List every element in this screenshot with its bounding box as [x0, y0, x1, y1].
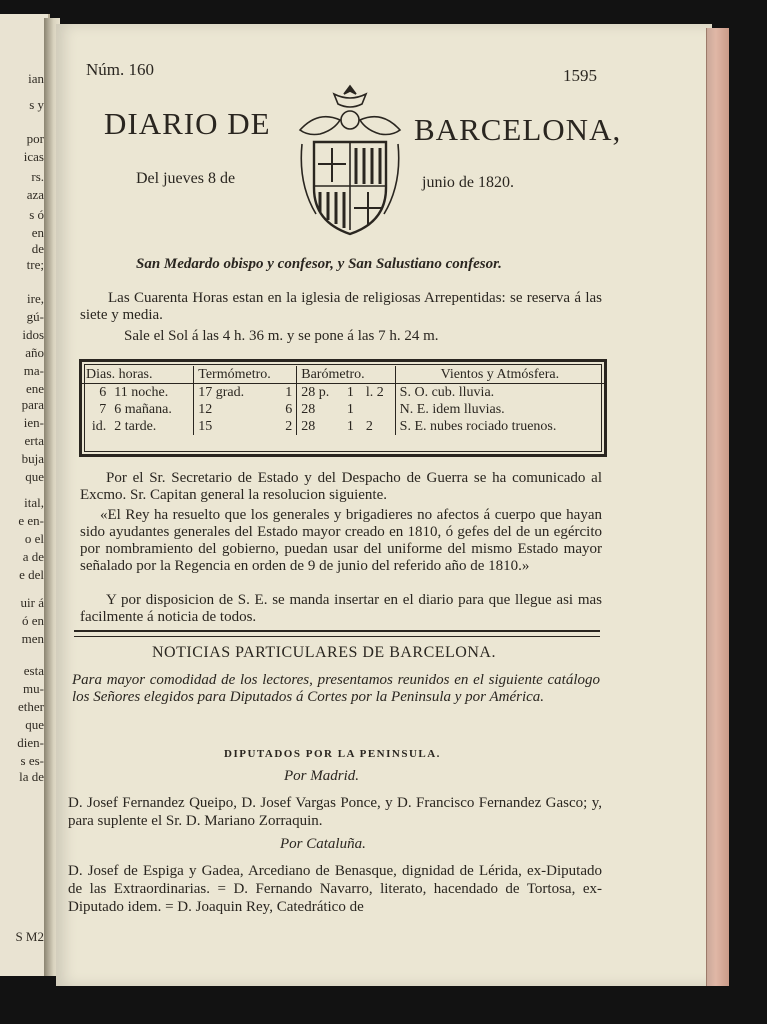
thermo-cell: 12	[194, 401, 274, 418]
baro-b-cell	[362, 401, 395, 418]
baro-cell: 28	[297, 418, 343, 435]
left-page-fragment: ire,	[27, 291, 44, 306]
left-page-fragment: ian	[28, 71, 44, 86]
left-page-fragment: e del	[19, 567, 44, 582]
left-page-fragment: erta	[24, 433, 44, 448]
wind-cell: S. E. nubes rociado truenos.	[395, 418, 604, 435]
coat-of-arms-emblem	[294, 82, 406, 244]
header-termometro: Termómetro.	[194, 366, 297, 384]
thermo-frac-cell: 2	[285, 419, 293, 434]
madrid-deputies: D. Josef Fernandez Queipo, D. Josef Vargas Ponce, y D. Francisco Fernandez Gasco; y, para suplente el Sr. D. Mariano Zorraquin.	[68, 795, 602, 829]
left-page-fragment: que	[25, 469, 44, 484]
baro-cell: 28	[297, 401, 343, 418]
left-page-fragment: men	[21, 631, 44, 646]
baro-cell: 28 p.	[297, 384, 343, 402]
left-page-fragment: ien-	[23, 415, 44, 430]
section-divider	[74, 630, 600, 632]
thermo-cell: 15	[194, 418, 274, 435]
catalog-intro: Para mayor comodidad de los lectores, presentamos reunidos en el siguiente catálogo los Señores elegidos para Diputados á Cortes por la Peninsula y por América.	[72, 672, 600, 705]
baro-a-cell: 1	[346, 402, 354, 417]
weather-row	[82, 401, 604, 418]
left-page-fragment: ether	[18, 699, 44, 714]
section-title-noticias: NOTICIAS PARTICULARES DE BARCELONA.	[152, 644, 496, 661]
left-page-fragment: en	[31, 225, 44, 240]
masthead-title-left: DIARIO DE	[104, 106, 271, 141]
header-vientos: Vientos y Atmósfera.	[395, 366, 604, 384]
wind-cell: S. O. cub. lluvia.	[395, 384, 604, 402]
left-page-fragment: ma-	[23, 363, 44, 378]
left-facing-page	[0, 14, 50, 976]
left-page-fragment: aza	[26, 187, 44, 202]
left-page-fragment: para	[21, 397, 44, 412]
page-edge	[706, 28, 729, 986]
left-page-fragment: que	[25, 717, 44, 732]
header-barometro: Barómetro.	[297, 366, 395, 384]
left-page-fragment: año	[25, 345, 44, 360]
thermo-frac-cell: 6	[285, 402, 293, 417]
diputados-heading: DIPUTADOS POR LA PENINSULA.	[224, 748, 441, 760]
time-cell: 2 tarde.	[114, 419, 157, 434]
day-cell: 7	[99, 402, 107, 417]
left-page-fragment: dien-	[17, 735, 44, 750]
left-page-fragment: e en-	[18, 513, 44, 528]
left-page-fragment: S M2	[15, 929, 44, 944]
cataluna-deputies: D. Josef de Espiga y Gadea, Arcediano de Benasque, dignidad de Lérida, ex-Diputado de las Extraordinarias. = D. Fernando Navarro, literato, hacendado de Tortosa, ex-Diputado idem. = D. Joaquin Rey, Catedrático de	[68, 863, 602, 915]
left-page-fragment: ene	[25, 381, 44, 396]
date-right: junio de 1820.	[422, 174, 514, 191]
weather-row	[82, 384, 604, 402]
day-cell: 6	[99, 385, 107, 400]
left-page-fragment: la de	[19, 769, 44, 784]
left-page-fragment: icas	[23, 149, 44, 164]
left-page-fragment: idos	[22, 327, 44, 342]
cataluna-heading: Por Cataluña.	[280, 836, 366, 852]
left-page-fragment: o el	[24, 531, 44, 546]
time-cell: 6 mañana.	[114, 402, 172, 417]
article-paragraph-1: Por el Sr. Secretario de Estado y del Despacho de Guerra se ha comunicado al Excmo. Sr. Capitan general la resolucion siguiente.	[80, 470, 602, 503]
date-left: Del jueves 8 de	[136, 170, 236, 187]
article-paragraph-3: Y por disposicion de S. E. se manda insertar en el diario para que llegue asi mas facilmente á noticia de todos.	[80, 592, 602, 625]
left-page-fragment: uir á	[20, 595, 44, 610]
weather-row	[82, 418, 604, 435]
saints-of-the-day: San Medardo obispo y confesor, y San Salustiano confesor.	[136, 256, 502, 272]
page-number: 1595	[563, 66, 597, 85]
left-page-fragment: tre;	[26, 257, 44, 272]
notice-cuarenta-horas: Las Cuarenta Horas estan en la iglesia de religiosas Arrepentidas: se reserva á las siete y media.	[80, 290, 602, 323]
left-page-fragment: ó en	[21, 613, 44, 628]
thermo-cell: 17 grad.	[194, 384, 274, 402]
masthead-title-right: BARCELONA,	[414, 112, 622, 147]
left-page-fragment: por	[26, 131, 44, 146]
left-page-fragment: a de	[22, 549, 44, 564]
left-page-fragment: s es-	[20, 753, 44, 768]
article-paragraph-2: «El Rey ha resuelto que los generales y brigadieres no afectos á cuerpo que hayan sido ayudantes generales del Estado mayor creado en 1810, ó gefes del de un egército por nombramiento del gobierno, puedan usar del uniforme del mismo Estado mayor señalado por la Regencia en orden de 9 de junio del referido año de 1810.»	[80, 507, 602, 574]
section-divider-thin	[74, 636, 600, 637]
left-page-fragment: s ó	[29, 207, 44, 222]
left-page-fragment: ital,	[24, 495, 44, 510]
left-page-fragment: rs.	[31, 169, 44, 184]
madrid-heading: Por Madrid.	[284, 768, 359, 784]
left-page-fragment: mu-	[23, 681, 44, 696]
wind-cell: N. E. idem lluvias.	[395, 401, 604, 418]
left-page-fragment: buja	[21, 451, 44, 466]
left-page-fragment: gú-	[26, 309, 44, 324]
baro-b-cell: l. 2	[365, 385, 384, 400]
baro-a-cell: 1	[346, 419, 354, 434]
notice-sunrise-sunset: Sale el Sol á las 4 h. 36 m. y se pone á las 7 h. 24 m.	[124, 328, 439, 344]
thermo-frac-cell: 1	[285, 385, 293, 400]
left-page-fragment: de	[31, 241, 44, 256]
header-dias-horas: Dias. horas.	[82, 366, 194, 384]
baro-b-cell: 2	[365, 419, 373, 434]
left-page-fragment: esta	[23, 663, 44, 678]
issue-number: Núm. 160	[86, 60, 154, 79]
baro-a-cell: 1	[346, 385, 354, 400]
weather-table	[79, 359, 607, 457]
time-cell: 11 noche.	[114, 385, 169, 400]
left-page-fragment: s y	[29, 97, 44, 112]
day-cell: id.	[91, 419, 107, 434]
